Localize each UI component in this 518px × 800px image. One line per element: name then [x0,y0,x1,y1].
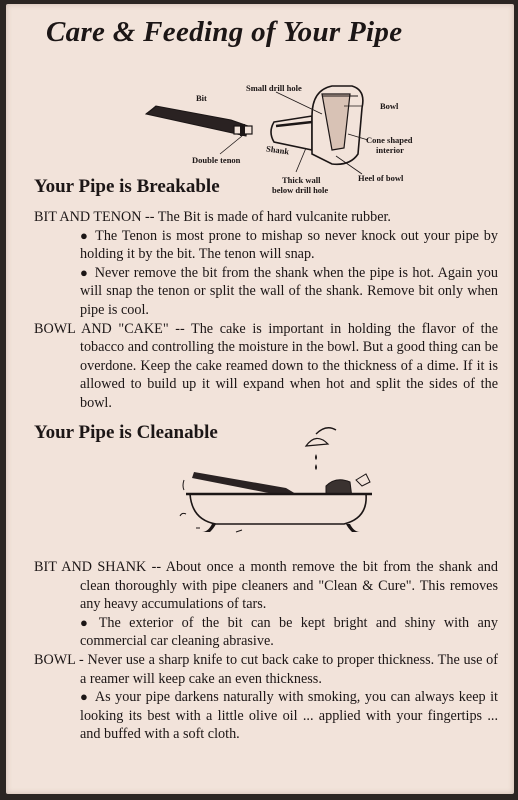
paragraph-never-remove-bit: ● Never remove the bit from the shank when the pipe is hot. Again you will snap the tenon or split the wall of the shank. Remove bit only when pipe is cool. [34,264,498,320]
bullet-icon [80,615,99,631]
bathtub-illustration [176,424,386,536]
paragraph-tenon-mishap: ● The Tenon is most prone to mishap so never knock out your pipe by holding it by the bit. The tenon will snap. [34,227,498,264]
label-bowl: Bowl [380,101,399,111]
paragraph-bit-and-tenon: BIT AND TENON -- The Bit is made of hard vulcanite rubber. [34,209,391,225]
section-heading-cleanable: Your Pipe is Cleanable [34,422,218,443]
bullet-icon [80,265,95,281]
label-interior: interior [376,145,404,155]
label-below-drill-hole: below drill hole [272,185,329,195]
section-heading-breakable: Your Pipe is Breakable [34,176,220,197]
paragraph-bowl-reamer: BOWL - Never use a sharp knife to cut back cake to proper thickness. The use of a reamer will keep cake an even thickness. [34,651,498,687]
label-shank: Shank [265,143,290,157]
label-double-tenon: Double tenon [192,155,241,165]
label-cone-shaped: Cone shaped [366,135,413,145]
breakable-body [34,208,498,413]
paragraph-bit-and-shank: BIT AND SHANK -- About once a month remove the bit from the shank and clean thoroughly with pipe cleaners and "Clean & Cure". This removes any heavy accumulations of tars. [34,559,498,613]
label-bit: Bit [196,93,207,103]
label-small-drill-hole: Small drill hole [246,83,302,93]
page-title: Care & Feeding of Your Pipe [46,16,403,48]
bullet-icon [80,689,95,705]
paragraph-exterior-of-bit: ● The exterior of the bit can be kept bright and shiny with any commercial car cleaning abrasive. [34,614,498,651]
label-heel-of-bowl: Heel of bowl [358,173,404,183]
document-page [6,4,514,794]
paragraph-bowl-and-cake: BOWL AND "CAKE" -- The cake is important in holding the flavor of the tobacco and controlling the moisture in the bowl. But a good thing can be overdone. Keep the cake reamed down to the thickness of a dime. If it is allowed to build up it will expand when hot and split the sides of the bowl. [34,320,498,411]
bullet-icon [80,228,95,244]
label-thick-wall: Thick wall [282,175,321,185]
cleanable-body [34,558,498,744]
bathtub-pipe-drawing [176,424,386,536]
paragraph-olive-oil: ● As your pipe darkens naturally with smoking, you can always keep it looking its best with a little olive oil ... applied with your fingertips ... and buffed with a soft cloth. [34,688,498,744]
